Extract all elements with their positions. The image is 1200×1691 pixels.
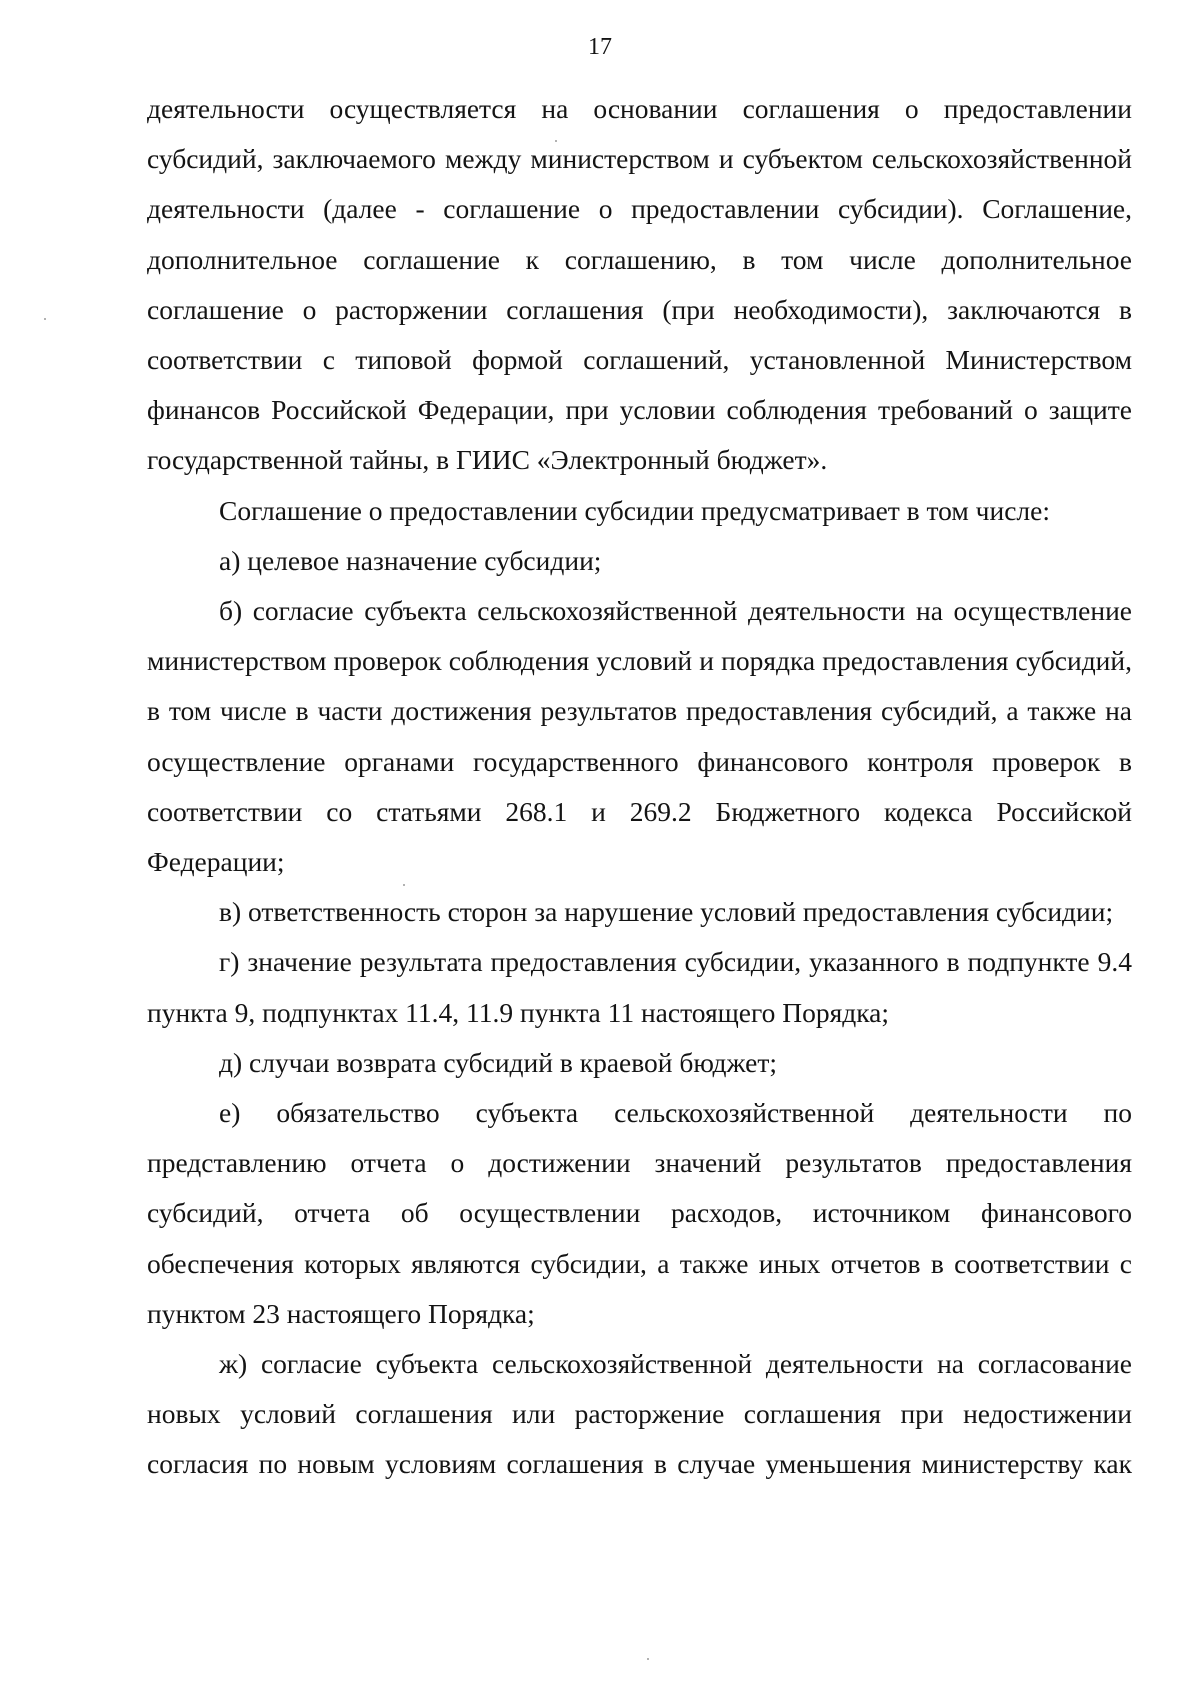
scan-speck xyxy=(647,1658,649,1660)
paragraph-continuation: деятельности осуществляется на основании соглашения о предоставлении субсидий, заключаемого между министерством и субъектом сельскохозяйственной деятельности (далее - соглашение о предоставлении субсидии). Соглашение, дополнительное соглашение к соглашению, в том числе дополнительное соглашение о расторжении соглашения (при необходимости), заключаются в соответствии с типовой формой соглашений, установленной Министерством финансов Российской Федерации, при условии соблюдения требований о защите государственной тайны, в ГИИС «Электронный бюджет». xyxy=(147,93,1132,476)
list-item-d: д) случаи возврата субсидий в краевой бюджет; xyxy=(219,1046,778,1078)
scan-speck xyxy=(44,318,46,320)
list-item-e: е) обязательство субъекта сельскохозяйственной деятельности по представлению отчета о достижении значений результатов предоставления субсидий, отчета об осуществлении расходов, источником финансового обеспечения которых являются субсидии, а также иных отчетов в соответствии с пунктом 23 настоящего Порядка; xyxy=(147,1097,1132,1329)
document-body xyxy=(147,84,1132,1490)
list-item-b: б) согласие субъекта сельскохозяйственной деятельности на осуществление министерством проверок соблюдения условий и порядка предоставления субсидий, в том числе в части достижения результатов предоставления субсидий, а также на осуществление органами государственного финансового контроля проверок в соответствии со статьями 268.1 и 269.2 Бюджетного кодекса Российской Федерации; xyxy=(147,595,1132,878)
list-item-g: г) значение результата предоставления субсидии, указанного в подпункте 9.4 пункта 9, подпунктах 11.4, 11.9 пункта 11 настоящего Порядка; xyxy=(147,946,1132,1028)
list-item-a: а) целевое назначение субсидии; xyxy=(219,544,602,576)
list-item-zh: ж) согласие субъекта сельскохозяйственной деятельности на согласование новых условий соглашения или расторжение соглашения при недостижении согласия по новым условиям соглашения в случае уменьшения министерству как xyxy=(147,1348,1132,1480)
scan-speck xyxy=(555,140,557,142)
paragraph-agreement-provisions: Соглашение о предоставлении субсидии предусматривает в том числе: xyxy=(219,494,1051,526)
scan-speck xyxy=(403,884,405,886)
page-number: 17 xyxy=(588,34,612,60)
list-item-v: в) ответственность сторон за нарушение условий предоставления субсидии; xyxy=(219,896,1114,928)
